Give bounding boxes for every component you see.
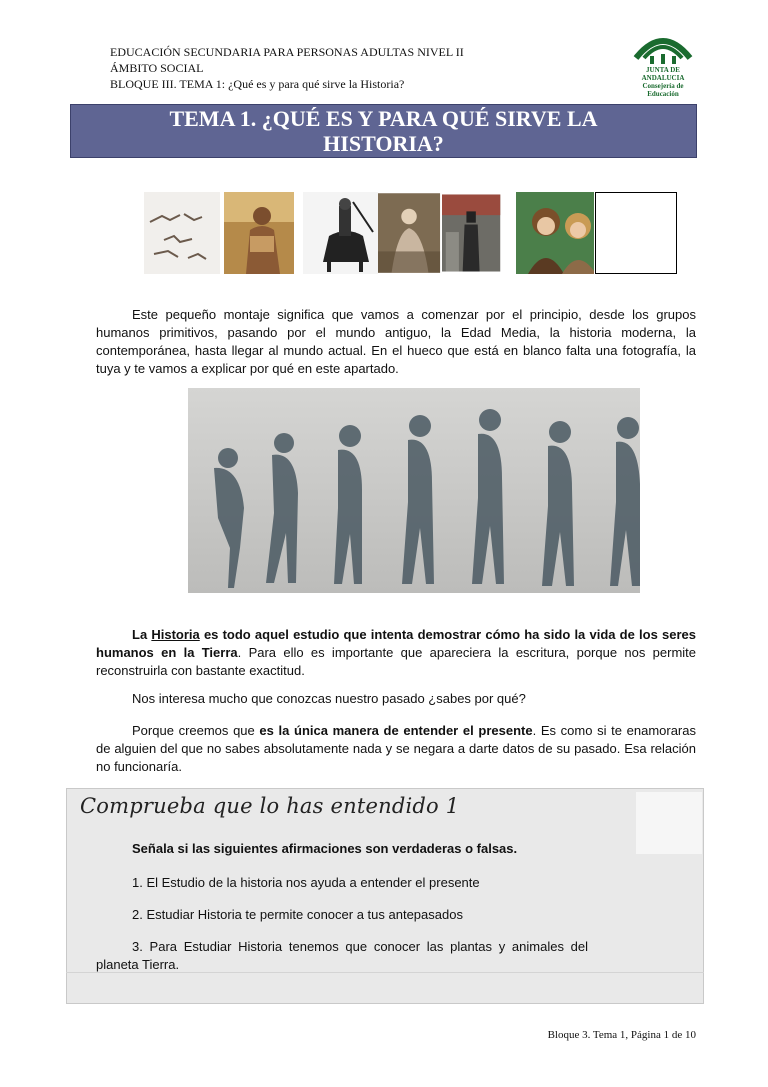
definition-historia-term: Historia: [151, 627, 200, 642]
check-instruction-text: Señala si las siguientes afirmaciones son verdaderas o falsas.: [132, 841, 518, 856]
check-item-1-text: 1. El Estudio de la historia nos ayuda a entender el presente: [132, 875, 480, 890]
because-bold: es la única manera de entender el presente: [259, 723, 533, 738]
logo-caption: [628, 66, 698, 98]
check-item-3: [96, 938, 588, 974]
page-title-line-1: TEMA 1. ¿QUÉ ES Y PARA QUÉ SIRVE LA: [169, 106, 598, 131]
montage-modern-image: [378, 192, 442, 274]
check-item-3-text: 3. Para Estudiar Historia tenemos que conocer las plantas y animales del planeta Tierra.: [96, 939, 588, 972]
because-start: Porque creemos que: [132, 723, 255, 738]
montage-current-image: [504, 192, 594, 274]
check-item-2: [96, 906, 588, 924]
interest-paragraph-text: Nos interesa mucho que conozcas nuestro pasado ¿sabes por qué?: [132, 691, 526, 706]
human-evolution-image: [188, 388, 640, 593]
definition-la: La: [132, 627, 148, 642]
montage-ancient-image: [220, 192, 294, 274]
logo-caption-line-2: Consejería de Educación: [642, 82, 684, 98]
logo-caption-line-1: JUNTA DE ANDALUCIA: [641, 66, 685, 82]
intro-paragraph-text: Este pequeño montaje significa que vamos a comenzar por el principio, desde los grupos humanos primitivos, pasando por el mundo antiguo, la Edad Media, la historia moderna, la contemporánea, hasta llegar al mundo actual. En el hueco que está en blanco falta una fotografía, la tuya y te vamos a explicar por qué en este apartado.: [96, 307, 696, 376]
header-line-1: EDUCACIÓN SECUNDARIA PARA PERSONAS ADULTAS NIVEL II: [110, 45, 464, 59]
check-item-2-text: 2. Estudiar Historia te permite conocer a tus antepasados: [132, 907, 463, 922]
montage-medieval-image: [294, 192, 378, 274]
definition-paragraph: [96, 626, 696, 680]
header-line-3: BLOQUE III. TEMA 1: ¿Qué es y para qué sirve la Historia?: [110, 77, 405, 91]
page-title: [70, 106, 697, 156]
montage-blank-photo-slot: [595, 192, 677, 274]
document-header: [110, 44, 464, 92]
definition-plain-text: . Para ello es importante que apareciera la escritura, porque nos permite reconstruirla con bastante exactitud.: [96, 645, 697, 678]
check-item-1: [96, 874, 588, 892]
montage-prehistory-image: [134, 192, 220, 274]
history-montage: [134, 192, 677, 274]
page-footer: Bloque 3. Tema 1, Página 1 de 10: [547, 1029, 696, 1041]
check-title: Comprueba que lo has entendido 1: [80, 794, 460, 818]
header-line-2: ÁMBITO SOCIAL: [110, 61, 204, 75]
check-box-corner-decoration: [636, 792, 702, 854]
interest-paragraph: [96, 690, 696, 708]
check-instruction: [96, 840, 588, 858]
intro-paragraph: [96, 306, 696, 378]
definition-bold-text: es todo aquel estudio que intenta demostrar cómo ha sido la vida de los seres humanos en la Tierra: [96, 627, 696, 660]
montage-contemporary-image: [442, 192, 504, 274]
because-paragraph: [96, 722, 696, 776]
page-title-line-2: HISTORIA?: [323, 131, 444, 156]
because-end: . Es como si te enamoraras de alguien del que no sabes absolutamente nada y se negara a darte datos de su pasado. Esa relación no funcionaría.: [96, 723, 696, 774]
